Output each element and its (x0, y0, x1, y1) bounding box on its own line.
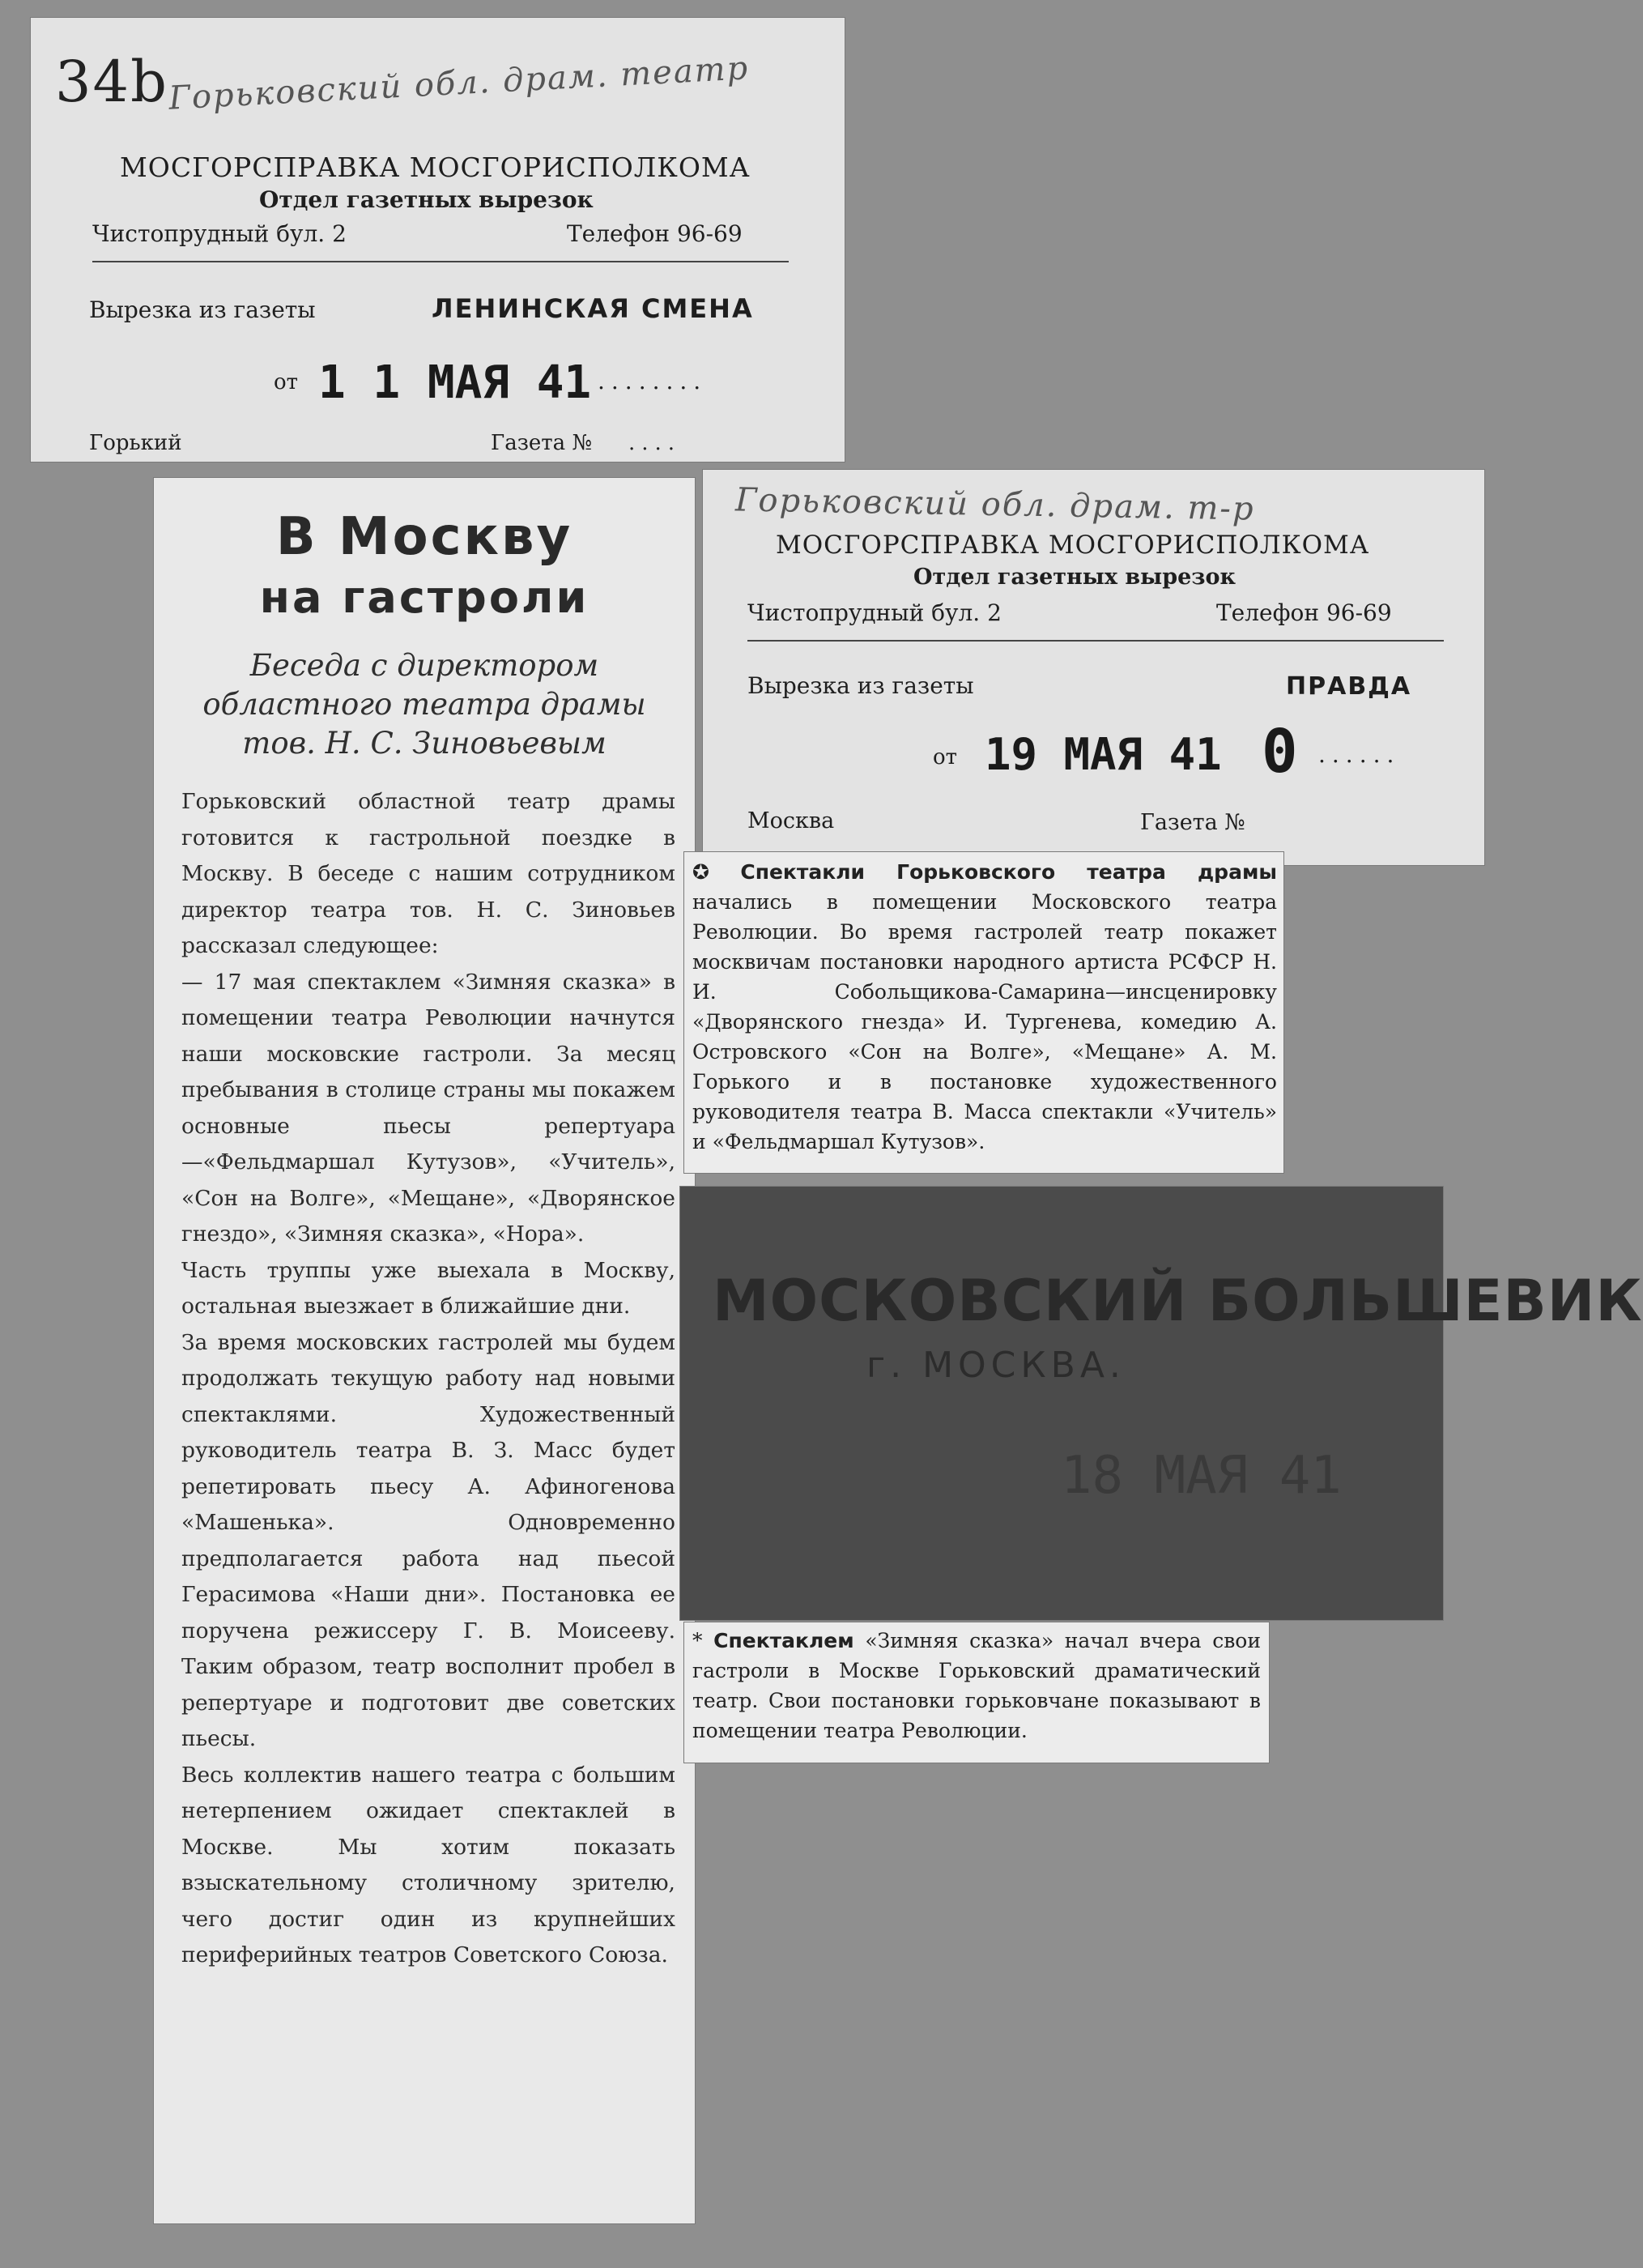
masthead-stamp-block (680, 1187, 1643, 1620)
clipping-slip-leninskaya-smena (31, 18, 845, 462)
org-name: МОСГОРСПРАВКА МОСГОРИСПОЛКОМА (776, 531, 1370, 560)
clipping-slip-pravda (703, 470, 1484, 865)
masthead-city: г. МОСКВА. (866, 1345, 1126, 1386)
article-headline: В Москву (275, 507, 573, 567)
date-stamp: 18 МАЯ 41 (1061, 1446, 1342, 1506)
archive-number-handwritten: 34b (55, 49, 168, 115)
city: Москва (747, 808, 835, 833)
bullet-icon: ✪ (692, 860, 709, 884)
newspaper-name: ЛЕНИНСКАЯ СМЕНА (432, 293, 754, 324)
city: Горький (89, 431, 182, 455)
article-subhead-line2: областного театра драмы (202, 687, 646, 722)
issue-label: Газета № (491, 431, 593, 455)
article-body: Горьковский областной театр драмы готовится к гастрольной поездке в Москву. В беседе с нашим сотрудником директор театра тов. Н. С. Зиновьев рассказал следующее: — 17 мая спектаклем «Зимняя сказка» в помещении театра Революции начнутся наши московские гастроли. За месяц пребывания в столице страны мы покажем основные пьесы репертуара—«Фельдмаршал Кутузов», «Учитель», «Сон на Волге», «Мещане», «Дворянское гнездо», «Зимняя сказка», «Нора». Часть труппы уже выехала в Москву, остальная выезжает в ближайшие дни. За время московских гастролей мы будем продолжать текущую работу над новыми спектаклями. Художественный руководитель театра В. З. Масс будет репетировать пьесу А. Афиногенова «Машенька». Одновременно предполагается работа над пьесой Герасимова «Наши дни». Постановка ее поручена режиссеру Г. В. Моисееву. Таким образом, театр восполнит пробел в репертуаре и подготовит две советских пьесы. Весь коллектив нашего театра с большим нетерпением ожидает спектаклей в Москве. Мы хотим показать взыскательному столичному зрителю, чего достиг один из крупнейших периферийных театров Советского Союза. (181, 789, 675, 1967)
date-stamp: 1 1 МАЯ 41 (318, 356, 592, 409)
clipping-text: «Зимняя сказка» начал вчера свои гастроли в Москве Горьковский драматический театр. Свои постановки горьковчане показывают в помещении театра Революции. (692, 1629, 1261, 1742)
clipping-moskovsky-bolshevik-note (684, 1622, 1269, 1763)
handwritten-note: Горьковский обл. драм. т-р (734, 481, 1255, 528)
clipping-pravda-note (684, 852, 1283, 1173)
article-subhead-line3: тов. Н. С. Зиновьевым (242, 726, 607, 761)
from-label: от (274, 370, 299, 394)
clipping-lead: Спектакли Горьковского театра драмы (740, 860, 1277, 884)
clip-label: Вырезка из газеты (89, 296, 316, 323)
department-name: Отдел газетных вырезок (259, 186, 594, 213)
date-stamp: 19 МАЯ 41 (985, 729, 1222, 780)
org-name: МОСГОРСПРАВКА МОСГОРИСПОЛКОМА (120, 151, 751, 183)
clipping-body (692, 857, 1277, 1157)
article-subhead: Беседа с директором (249, 648, 599, 683)
newspaper-name: ПРАВДА (1286, 672, 1412, 701)
date-stamp-suffix: 0 (1262, 717, 1298, 787)
department-name: Отдел газетных вырезок (913, 565, 1236, 590)
phone: Телефон 96-69 (567, 220, 743, 247)
dots: .... (628, 431, 682, 455)
clipping-lead: Спектаклем (713, 1629, 854, 1652)
divider (92, 261, 789, 262)
dots: ...... (1318, 741, 1401, 768)
address: Чистопрудный бул. 2 (747, 599, 1002, 626)
handwritten-note: Горьковский обл. драм. театр (168, 49, 751, 117)
newspaper-masthead: МОСКОВСКИЙ БОЛЬШЕВИК (713, 1268, 1643, 1334)
article-leninskaya-smena (154, 478, 695, 2223)
bullet-icon: * (692, 1629, 703, 1652)
issue-label: Газета № (1140, 810, 1245, 835)
divider (747, 640, 1444, 642)
dots: ........ (598, 368, 708, 394)
clip-label: Вырезка из газеты (747, 672, 974, 699)
clipping-text: начались в помещении Московского театра Революции. Во время гастролей театр покажет москвичам постановки народного артиста РСФСР Н. И. Собольщикова-Самарина—инсценировку «Дворянского гнезда» И. Тургенева, комедию А. Островского «Сон на Волге», «Мещане» А. М. Горького и в постановке художественного руководителя театра В. Масса спектакли «Учитель» и «Фельдмаршал Кутузов». (692, 890, 1277, 1153)
article-headline-line2: на гастроли (259, 572, 590, 623)
from-label: от (933, 745, 958, 770)
clipping-body (692, 1626, 1261, 1746)
address: Чистопрудный бул. 2 (92, 220, 347, 247)
phone: Телефон 96-69 (1216, 599, 1392, 626)
